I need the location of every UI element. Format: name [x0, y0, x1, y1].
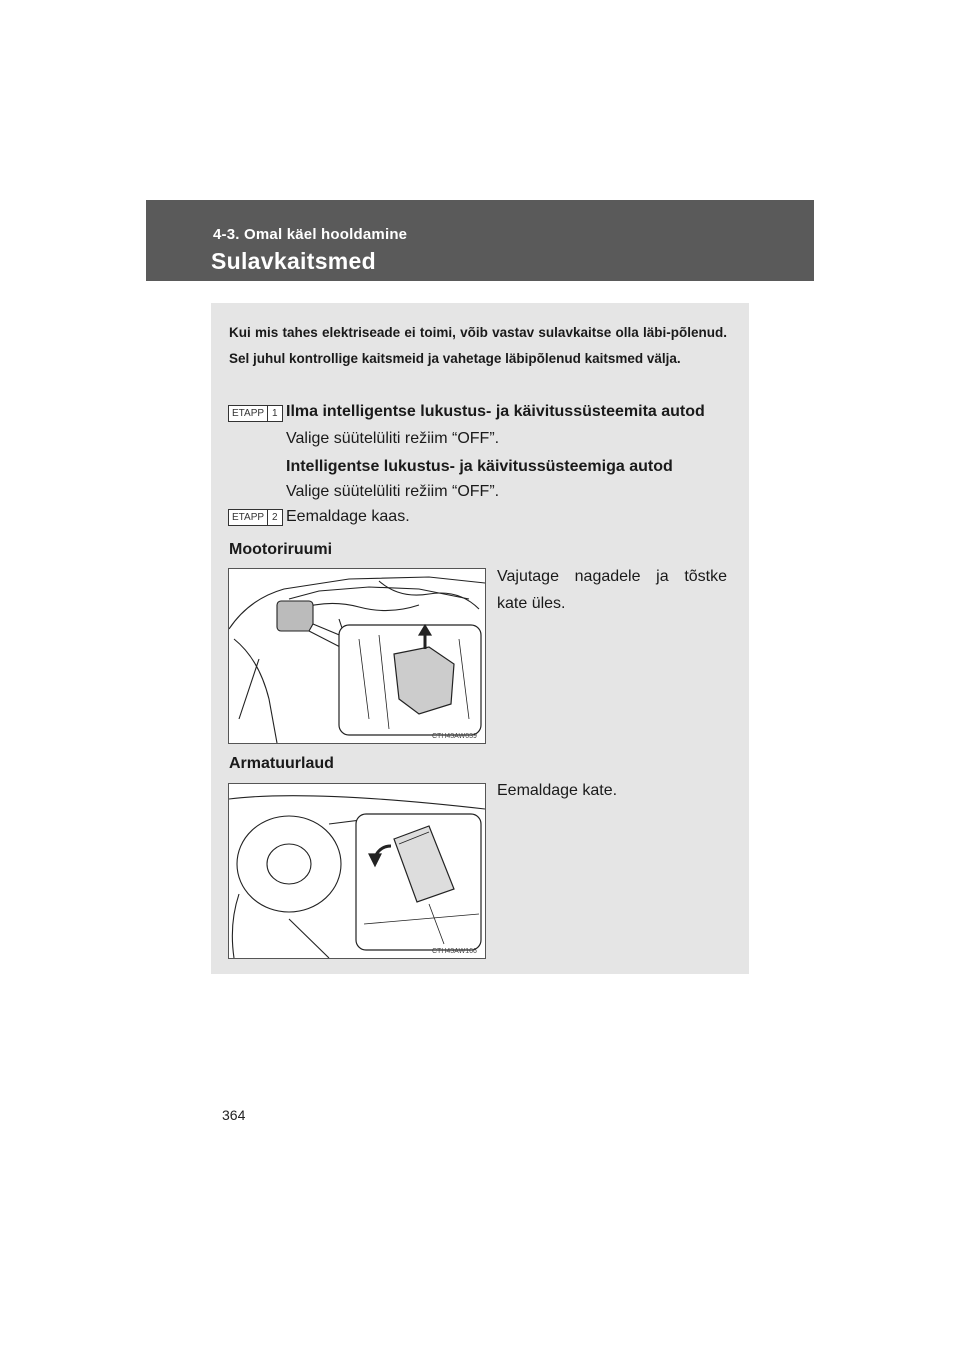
dashboard-description: Eemaldage kate.: [497, 782, 618, 799]
engine-compartment-description: Vajutage nagadele ja tõstke kate üles.: [497, 568, 727, 612]
step-1-badge: [228, 405, 283, 422]
intro-paragraph: Kui mis tahes elektriseade ei toimi, võib vastav sulavkaitse olla läbi-põlenud. Sel juhul kontrollige kaitsmeid ja vahetage läbipõlenud kaitsmed välja.: [229, 325, 727, 366]
step-badge-number: 2: [272, 512, 278, 523]
step-badge-word: ETAPP: [229, 510, 268, 525]
step-1-text-a: Valige süütelüliti režiim “OFF”.: [286, 430, 500, 447]
figure-code: CTH43AW166: [432, 948, 477, 955]
step-2-text: Eemaldage kaas.: [286, 508, 410, 525]
dashboard-drawing: [229, 784, 485, 958]
step-1-heading-a: Ilma intelligentse lukustus- ja käivitussüsteemita autod: [286, 403, 705, 420]
page-number: 364: [222, 1107, 246, 1123]
figure-code: CTH43AW039: [432, 733, 477, 740]
dashboard-illustration: [228, 783, 486, 959]
engine-compartment-illustration: [228, 568, 486, 744]
dashboard-heading: Armatuurlaud: [229, 755, 334, 772]
page-title: Sulavkaitsmed: [211, 248, 376, 274]
engine-compartment-heading: Mootoriruumi: [229, 541, 333, 558]
step-badge-number: 1: [272, 408, 278, 419]
engine-compartment-drawing: [229, 569, 485, 743]
step-1-text-b: Valige süütelüliti režiim “OFF”.: [286, 483, 500, 500]
step-1-heading-b: Intelligentse lukustus- ja käivitussüsteemiga autod: [286, 458, 673, 475]
step-2-badge: [228, 509, 283, 526]
step-badge-word: ETAPP: [229, 406, 268, 421]
section-label: 4-3. Omal käel hooldamine: [213, 226, 408, 243]
